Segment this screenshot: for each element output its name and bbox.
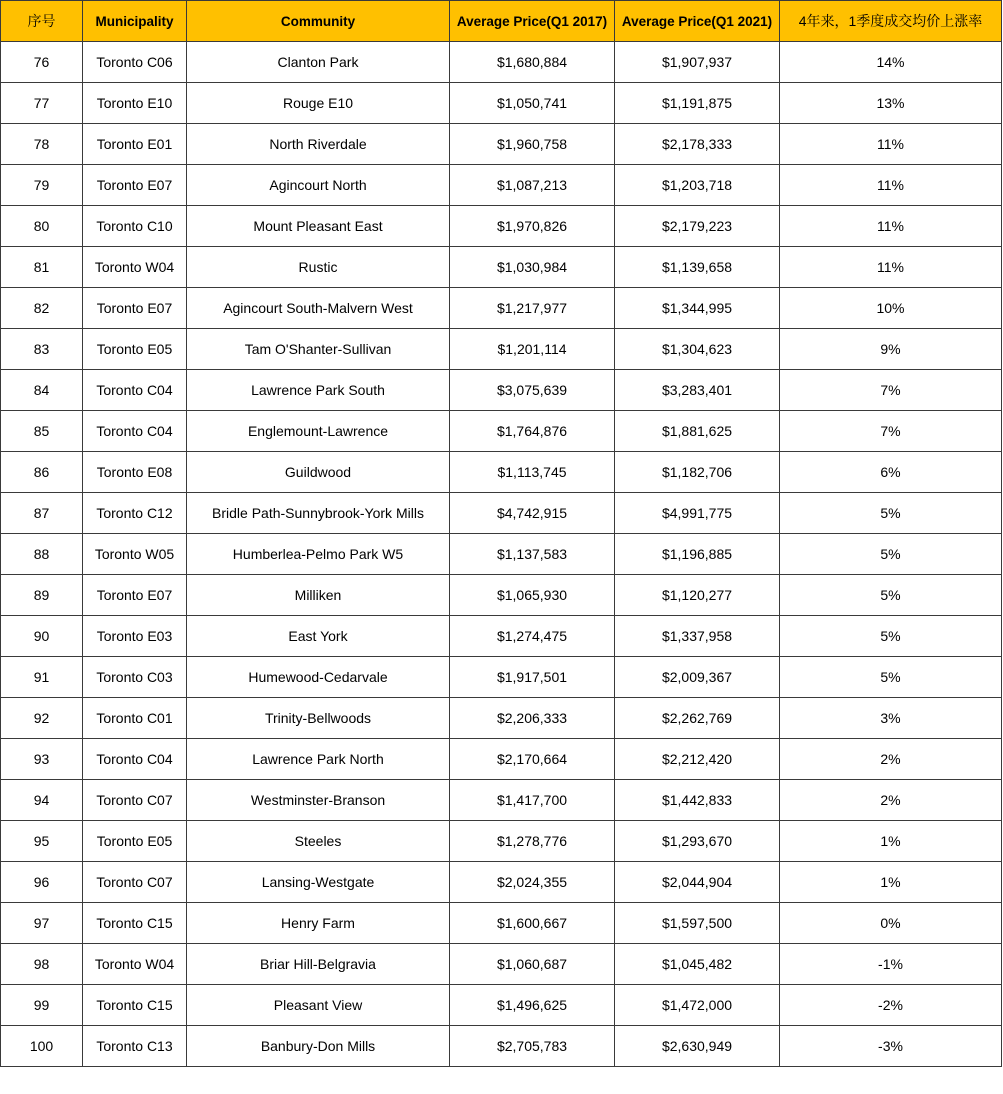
cell-price-2021[interactable]: $2,044,904 — [615, 862, 780, 903]
cell-community[interactable]: Steeles — [187, 821, 450, 862]
cell-price-2017[interactable]: $1,274,475 — [450, 616, 615, 657]
cell-growth-rate[interactable]: 10% — [780, 288, 1002, 329]
cell-growth-rate[interactable]: 5% — [780, 657, 1002, 698]
cell-index[interactable]: 81 — [1, 247, 83, 288]
cell-growth-rate[interactable]: 2% — [780, 739, 1002, 780]
cell-municipality[interactable]: Toronto E07 — [83, 288, 187, 329]
cell-growth-rate[interactable]: 13% — [780, 83, 1002, 124]
cell-index[interactable]: 86 — [1, 452, 83, 493]
table-row — [1, 493, 1002, 534]
table-row — [1, 1026, 1002, 1067]
cell-index[interactable]: 89 — [1, 575, 83, 616]
table-row — [1, 165, 1002, 206]
table-row — [1, 821, 1002, 862]
cell-municipality[interactable]: Toronto C07 — [83, 862, 187, 903]
cell-price-2017[interactable]: $2,024,355 — [450, 862, 615, 903]
cell-municipality[interactable]: Toronto C13 — [83, 1026, 187, 1067]
cell-price-2021[interactable]: $2,212,420 — [615, 739, 780, 780]
cell-growth-rate[interactable]: 14% — [780, 42, 1002, 83]
cell-community[interactable]: Lawrence Park South — [187, 370, 450, 411]
cell-price-2021[interactable]: $2,179,223 — [615, 206, 780, 247]
header-price-2021[interactable]: Average Price(Q1 2021) — [615, 1, 780, 42]
cell-growth-rate[interactable]: -3% — [780, 1026, 1002, 1067]
table-row — [1, 534, 1002, 575]
cell-community[interactable]: East York — [187, 616, 450, 657]
cell-price-2021[interactable]: $3,283,401 — [615, 370, 780, 411]
cell-price-2017[interactable]: $1,960,758 — [450, 124, 615, 165]
cell-index[interactable]: 80 — [1, 206, 83, 247]
cell-price-2017[interactable]: $2,705,783 — [450, 1026, 615, 1067]
cell-price-2021[interactable]: $1,472,000 — [615, 985, 780, 1026]
cell-price-2017[interactable]: $2,170,664 — [450, 739, 615, 780]
table-row — [1, 616, 1002, 657]
cell-price-2017[interactable]: $1,417,700 — [450, 780, 615, 821]
cell-growth-rate[interactable]: 7% — [780, 411, 1002, 452]
cell-price-2017[interactable]: $3,075,639 — [450, 370, 615, 411]
table-row — [1, 42, 1002, 83]
cell-municipality[interactable]: Toronto E07 — [83, 575, 187, 616]
cell-index[interactable]: 83 — [1, 329, 83, 370]
cell-municipality[interactable]: Toronto E10 — [83, 83, 187, 124]
cell-price-2021[interactable]: $1,191,875 — [615, 83, 780, 124]
cell-index[interactable]: 98 — [1, 944, 83, 985]
cell-price-2021[interactable]: $1,907,937 — [615, 42, 780, 83]
cell-growth-rate[interactable]: 9% — [780, 329, 1002, 370]
cell-growth-rate[interactable]: 5% — [780, 534, 1002, 575]
cell-price-2021[interactable]: $1,881,625 — [615, 411, 780, 452]
cell-price-2021[interactable]: $1,337,958 — [615, 616, 780, 657]
header-community[interactable]: Community — [187, 1, 450, 42]
cell-index[interactable]: 93 — [1, 739, 83, 780]
table-row — [1, 780, 1002, 821]
table-row — [1, 124, 1002, 165]
cell-index[interactable]: 85 — [1, 411, 83, 452]
cell-price-2021[interactable]: $1,442,833 — [615, 780, 780, 821]
cell-index[interactable]: 99 — [1, 985, 83, 1026]
cell-price-2017[interactable]: $1,087,213 — [450, 165, 615, 206]
cell-growth-rate[interactable]: 7% — [780, 370, 1002, 411]
cell-municipality[interactable]: Toronto C01 — [83, 698, 187, 739]
cell-growth-rate[interactable]: 3% — [780, 698, 1002, 739]
cell-municipality[interactable]: Toronto C12 — [83, 493, 187, 534]
cell-price-2017[interactable]: $4,742,915 — [450, 493, 615, 534]
table-row — [1, 698, 1002, 739]
cell-price-2021[interactable]: $4,991,775 — [615, 493, 780, 534]
cell-price-2017[interactable]: $1,060,687 — [450, 944, 615, 985]
table-row — [1, 944, 1002, 985]
cell-community[interactable]: Clanton Park — [187, 42, 450, 83]
cell-index[interactable]: 84 — [1, 370, 83, 411]
cell-municipality[interactable]: Toronto E01 — [83, 124, 187, 165]
table-row — [1, 739, 1002, 780]
cell-community[interactable]: Bridle Path-Sunnybrook-York Mills — [187, 493, 450, 534]
cell-community[interactable]: Trinity-Bellwoods — [187, 698, 450, 739]
cell-index[interactable]: 95 — [1, 821, 83, 862]
cell-index[interactable]: 94 — [1, 780, 83, 821]
cell-price-2017[interactable]: $1,113,745 — [450, 452, 615, 493]
cell-growth-rate[interactable]: 6% — [780, 452, 1002, 493]
cell-price-2017[interactable]: $1,050,741 — [450, 83, 615, 124]
cell-growth-rate[interactable]: 5% — [780, 493, 1002, 534]
cell-community[interactable]: Lawrence Park North — [187, 739, 450, 780]
cell-municipality[interactable]: Toronto C10 — [83, 206, 187, 247]
cell-community[interactable]: Pleasant View — [187, 985, 450, 1026]
cell-growth-rate[interactable]: 11% — [780, 247, 1002, 288]
cell-community[interactable]: Guildwood — [187, 452, 450, 493]
cell-community[interactable]: Agincourt South-Malvern West — [187, 288, 450, 329]
cell-community[interactable]: Mount Pleasant East — [187, 206, 450, 247]
cell-price-2017[interactable]: $1,137,583 — [450, 534, 615, 575]
cell-municipality[interactable]: Toronto E08 — [83, 452, 187, 493]
table-row — [1, 903, 1002, 944]
cell-price-2021[interactable]: $2,178,333 — [615, 124, 780, 165]
cell-community[interactable]: North Riverdale — [187, 124, 450, 165]
cell-index[interactable]: 77 — [1, 83, 83, 124]
cell-community[interactable]: Henry Farm — [187, 903, 450, 944]
cell-community[interactable]: Tam O'Shanter-Sullivan — [187, 329, 450, 370]
cell-community[interactable]: Humberlea-Pelmo Park W5 — [187, 534, 450, 575]
cell-growth-rate[interactable]: 11% — [780, 124, 1002, 165]
cell-municipality[interactable]: Toronto W05 — [83, 534, 187, 575]
cell-growth-rate[interactable]: -1% — [780, 944, 1002, 985]
cell-price-2017[interactable]: $2,206,333 — [450, 698, 615, 739]
cell-municipality[interactable]: Toronto C03 — [83, 657, 187, 698]
cell-community[interactable]: Milliken — [187, 575, 450, 616]
table-row — [1, 657, 1002, 698]
table-row — [1, 247, 1002, 288]
cell-price-2017[interactable]: $1,217,977 — [450, 288, 615, 329]
table-body — [1, 42, 1002, 1067]
cell-price-2017[interactable]: $1,278,776 — [450, 821, 615, 862]
cell-price-2021[interactable]: $1,139,658 — [615, 247, 780, 288]
cell-price-2017[interactable]: $1,917,501 — [450, 657, 615, 698]
cell-municipality[interactable]: Toronto W04 — [83, 247, 187, 288]
cell-growth-rate[interactable]: 0% — [780, 903, 1002, 944]
cell-index[interactable]: 87 — [1, 493, 83, 534]
cell-price-2021[interactable]: $2,009,367 — [615, 657, 780, 698]
cell-growth-rate[interactable]: 1% — [780, 862, 1002, 903]
cell-index[interactable]: 82 — [1, 288, 83, 329]
cell-growth-rate[interactable]: 11% — [780, 206, 1002, 247]
cell-price-2017[interactable]: $1,764,876 — [450, 411, 615, 452]
header-price-2017[interactable]: Average Price(Q1 2017) — [450, 1, 615, 42]
cell-index[interactable]: 97 — [1, 903, 83, 944]
cell-municipality[interactable]: Toronto C15 — [83, 985, 187, 1026]
cell-growth-rate[interactable]: 1% — [780, 821, 1002, 862]
cell-price-2021[interactable]: $1,182,706 — [615, 452, 780, 493]
cell-municipality[interactable]: Toronto C04 — [83, 370, 187, 411]
header-growth-rate[interactable]: 4年来，1季度成交均价上涨率 — [780, 1, 1002, 42]
cell-community[interactable]: Humewood-Cedarvale — [187, 657, 450, 698]
cell-price-2021[interactable]: $1,203,718 — [615, 165, 780, 206]
cell-community[interactable]: Banbury-Don Mills — [187, 1026, 450, 1067]
table-row — [1, 83, 1002, 124]
cell-community[interactable]: Briar Hill-Belgravia — [187, 944, 450, 985]
cell-municipality[interactable]: Toronto C06 — [83, 42, 187, 83]
cell-index[interactable]: 88 — [1, 534, 83, 575]
cell-municipality[interactable]: Toronto E07 — [83, 165, 187, 206]
cell-price-2017[interactable]: $1,030,984 — [450, 247, 615, 288]
table-row — [1, 411, 1002, 452]
cell-community[interactable]: Englemount-Lawrence — [187, 411, 450, 452]
cell-price-2017[interactable]: $1,680,884 — [450, 42, 615, 83]
cell-community[interactable]: Rouge E10 — [187, 83, 450, 124]
cell-municipality[interactable]: Toronto C07 — [83, 780, 187, 821]
cell-growth-rate[interactable]: 5% — [780, 575, 1002, 616]
cell-price-2017[interactable]: $1,201,114 — [450, 329, 615, 370]
cell-price-2021[interactable]: $2,262,769 — [615, 698, 780, 739]
cell-index[interactable]: 91 — [1, 657, 83, 698]
cell-price-2021[interactable]: $1,120,277 — [615, 575, 780, 616]
cell-price-2021[interactable]: $1,344,995 — [615, 288, 780, 329]
cell-index[interactable]: 92 — [1, 698, 83, 739]
cell-municipality[interactable]: Toronto W04 — [83, 944, 187, 985]
table-row — [1, 329, 1002, 370]
header-row — [1, 1, 1002, 42]
cell-index[interactable]: 100 — [1, 1026, 83, 1067]
cell-price-2017[interactable]: $1,065,930 — [450, 575, 615, 616]
cell-community[interactable]: Lansing-Westgate — [187, 862, 450, 903]
table-row — [1, 575, 1002, 616]
cell-municipality[interactable]: Toronto E05 — [83, 821, 187, 862]
cell-growth-rate[interactable]: 5% — [780, 616, 1002, 657]
cell-growth-rate[interactable]: 11% — [780, 165, 1002, 206]
cell-municipality[interactable]: Toronto E05 — [83, 329, 187, 370]
table-row — [1, 452, 1002, 493]
table-row — [1, 206, 1002, 247]
cell-price-2021[interactable]: $1,304,623 — [615, 329, 780, 370]
cell-municipality[interactable]: Toronto C04 — [83, 411, 187, 452]
cell-community[interactable]: Westminster-Branson — [187, 780, 450, 821]
cell-growth-rate[interactable]: 2% — [780, 780, 1002, 821]
cell-price-2021[interactable]: $1,597,500 — [615, 903, 780, 944]
table-header — [1, 1, 1002, 42]
cell-index[interactable]: 78 — [1, 124, 83, 165]
cell-municipality[interactable]: Toronto C04 — [83, 739, 187, 780]
header-municipality[interactable]: Municipality — [83, 1, 187, 42]
cell-price-2021[interactable]: $1,196,885 — [615, 534, 780, 575]
cell-municipality[interactable]: Toronto E03 — [83, 616, 187, 657]
cell-municipality[interactable]: Toronto C15 — [83, 903, 187, 944]
cell-community[interactable]: Rustic — [187, 247, 450, 288]
table-row — [1, 985, 1002, 1026]
cell-price-2021[interactable]: $1,293,670 — [615, 821, 780, 862]
cell-price-2017[interactable]: $1,496,625 — [450, 985, 615, 1026]
cell-growth-rate[interactable]: -2% — [780, 985, 1002, 1026]
header-index[interactable]: 序号 — [1, 1, 83, 42]
cell-index[interactable]: 96 — [1, 862, 83, 903]
cell-community[interactable]: Agincourt North — [187, 165, 450, 206]
cell-index[interactable]: 76 — [1, 42, 83, 83]
table-row — [1, 288, 1002, 329]
table-row — [1, 370, 1002, 411]
cell-index[interactable]: 79 — [1, 165, 83, 206]
cell-index[interactable]: 90 — [1, 616, 83, 657]
cell-price-2017[interactable]: $1,970,826 — [450, 206, 615, 247]
cell-price-2017[interactable]: $1,600,667 — [450, 903, 615, 944]
cell-price-2021[interactable]: $2,630,949 — [615, 1026, 780, 1067]
table-row — [1, 862, 1002, 903]
cell-price-2021[interactable]: $1,045,482 — [615, 944, 780, 985]
